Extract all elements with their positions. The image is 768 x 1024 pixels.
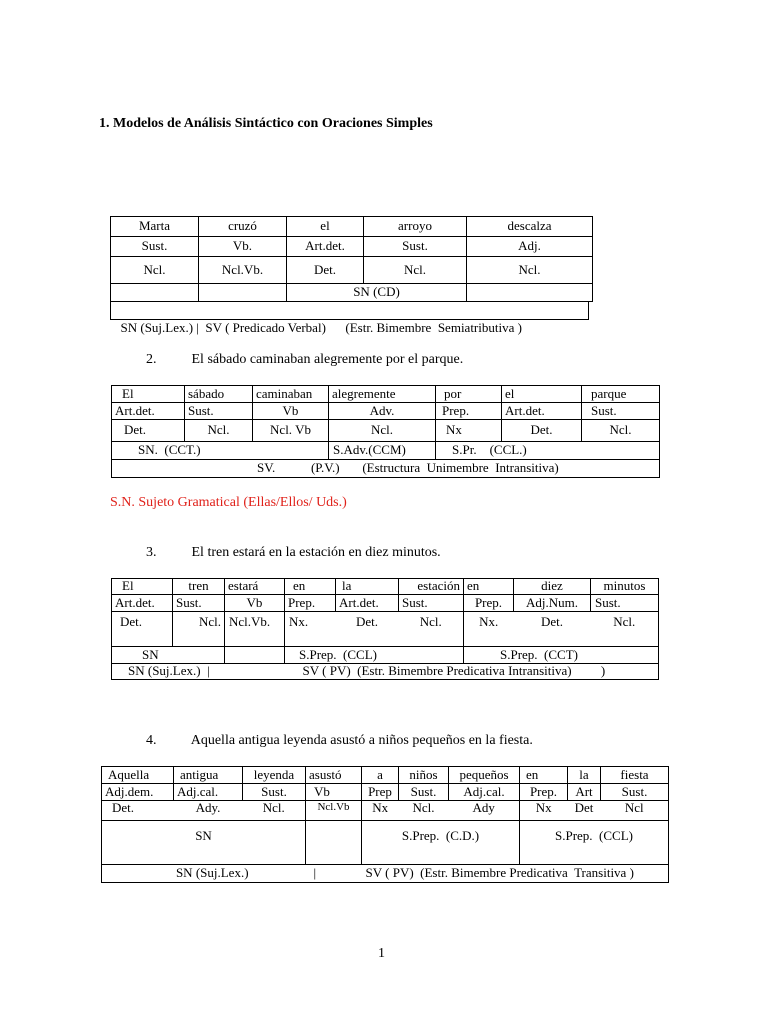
function-cell: Det. — [112, 420, 185, 442]
function-cell: Ncl. — [399, 612, 464, 647]
structure-row — [112, 460, 660, 478]
sentence-title-3: 3. El tren estará en la estación en diez minutos. — [146, 545, 441, 560]
category-cell: Sust. — [243, 784, 306, 801]
function-cell: Ady — [449, 801, 520, 821]
category-cell: Adv. — [329, 403, 436, 420]
page-number: 1 — [378, 946, 385, 961]
word-cell: la — [336, 579, 399, 595]
sentence-title-2: 2. El sábado caminaban alegremente por el parque. — [146, 352, 464, 367]
category-cell: Sust. — [591, 595, 659, 612]
category-cell: Adj.cal. — [174, 784, 243, 801]
function-cell: Nx — [520, 801, 568, 821]
category-cell: Sust. — [399, 595, 464, 612]
function-row — [112, 420, 660, 442]
word-cell: minutos — [591, 579, 659, 595]
word-cell: arroyo — [364, 217, 467, 237]
function-cell: Ncl. — [173, 612, 225, 647]
function-cell: Ncl — [601, 801, 669, 821]
phrase-cell: SN. (CCT.) — [112, 442, 329, 460]
word-cell: leyenda — [243, 767, 306, 784]
words-row — [112, 386, 660, 403]
category-cell: Prep. — [285, 595, 336, 612]
function-cell: Ncl.Vb. — [199, 257, 287, 284]
phrase-cell: SN (CD) — [287, 284, 467, 302]
category-cell: Sust. — [111, 237, 199, 257]
phrase-cell-empty — [225, 647, 285, 664]
function-cell: Nx — [362, 801, 399, 821]
word-cell: caminaban — [253, 386, 329, 403]
structure-row — [102, 865, 669, 883]
category-cell: Vb — [225, 595, 285, 612]
phrase-cell: S.Adv.(CCM) — [329, 442, 436, 460]
word-cell: estación — [399, 579, 464, 595]
function-cell: Nx — [436, 420, 502, 442]
word-cell: niños — [399, 767, 449, 784]
phrase-cell: S.Prep. (CCL) — [285, 647, 464, 664]
category-cell: Vb — [306, 784, 362, 801]
phrase-cell: SN — [112, 647, 225, 664]
word-cell: por — [436, 386, 502, 403]
word-cell: Marta — [111, 217, 199, 237]
word-cell: cruzó — [199, 217, 287, 237]
category-cell: Sust. — [399, 784, 449, 801]
phrase-cell: S.Prep. (CCL) — [520, 821, 669, 865]
function-cell: Det. — [336, 612, 399, 647]
structure-cell: SV ( PV) (Estr. Bimembre Predicativa Transitiva ) — [362, 865, 669, 883]
function-cell: Ncl. — [111, 257, 199, 284]
function-cell: Ncl. — [399, 801, 449, 821]
word-cell: el — [287, 217, 364, 237]
function-cell: Ncl. — [364, 257, 467, 284]
category-cell: Art — [568, 784, 601, 801]
words-row — [112, 579, 659, 595]
function-cell: Det. — [287, 257, 364, 284]
category-cell: Adj.dem. — [102, 784, 174, 801]
function-cell: Ncl. — [329, 420, 436, 442]
category-cell: Art.det. — [336, 595, 399, 612]
word-cell: fiesta — [601, 767, 669, 784]
word-cell: a — [362, 767, 399, 784]
structure-cell: | — [306, 865, 362, 883]
phrase-row — [111, 284, 593, 302]
word-cell: diez — [514, 579, 591, 595]
word-cell: alegremente — [329, 386, 436, 403]
category-cell: Art.det. — [112, 595, 173, 612]
word-cell: sábado — [185, 386, 253, 403]
phrase-cell-empty — [199, 284, 287, 302]
function-row — [112, 612, 659, 647]
structure-text: SN (Suj.Lex.) | SV ( Predicado Verbal) (Estr. Bimembre Semiatributiva ) — [120, 320, 522, 335]
category-cell: Vb — [253, 403, 329, 420]
phrase-row — [112, 647, 659, 664]
function-cell: Ncl.Vb. — [225, 612, 285, 647]
category-row — [112, 403, 660, 420]
word-cell: parque — [582, 386, 660, 403]
category-cell: Prep. — [464, 595, 514, 612]
category-row — [112, 595, 659, 612]
word-cell: El — [112, 579, 173, 595]
subject-note: S.N. Sujeto Gramatical (Ellas/Ellos/ Uds.) — [110, 495, 347, 510]
analysis-table-1 — [110, 216, 593, 302]
analysis-table-2 — [111, 385, 660, 478]
function-cell: Ncl.Vb — [306, 801, 362, 821]
word-cell: el — [502, 386, 582, 403]
category-row — [102, 784, 669, 801]
function-row — [111, 257, 593, 284]
function-cell: Ncl. — [185, 420, 253, 442]
function-cell: Det. — [502, 420, 582, 442]
words-row — [102, 767, 669, 784]
function-cell: Ncl. — [243, 801, 306, 821]
word-cell: asustó — [306, 767, 362, 784]
word-cell: antigua — [174, 767, 243, 784]
category-cell: Sust. — [601, 784, 669, 801]
function-cell: Det. — [514, 612, 591, 647]
category-cell: Art.det. — [112, 403, 185, 420]
category-cell: Prep — [362, 784, 399, 801]
phrase-cell: S.Pr. (CCL.) — [436, 442, 660, 460]
word-cell: Aquella — [102, 767, 174, 784]
word-cell: en — [464, 579, 514, 595]
function-cell: Det. — [112, 612, 173, 647]
category-cell: Sust. — [364, 237, 467, 257]
word-cell: estará — [225, 579, 285, 595]
word-cell: la — [568, 767, 601, 784]
category-cell: Adj.cal. — [449, 784, 520, 801]
structure-row-1 — [110, 301, 589, 335]
structure-cell: SN (Suj.Lex.) | — [112, 664, 285, 680]
word-cell: en — [285, 579, 336, 595]
phrase-cell: SN — [102, 821, 306, 865]
structure-cell: SV ( PV) (Estr. Bimembre Predicativa Intransitiva) ) — [285, 664, 659, 680]
word-cell: descalza — [467, 217, 593, 237]
category-cell: Adj. — [467, 237, 593, 257]
function-cell: Ncl. — [467, 257, 593, 284]
phrase-cell-empty — [306, 821, 362, 865]
phrase-cell-empty — [467, 284, 593, 302]
phrase-cell-empty — [111, 284, 199, 302]
category-cell: Prep. — [436, 403, 502, 420]
section-heading: 1. Modelos de Análisis Sintáctico con Oraciones Simples — [99, 116, 433, 131]
category-cell: Art.det. — [287, 237, 364, 257]
phrase-cell: S.Prep. (CCT) — [464, 647, 659, 664]
words-row — [111, 217, 593, 237]
word-cell: tren — [173, 579, 225, 595]
structure-row — [112, 664, 659, 680]
function-cell: Ady. — [174, 801, 243, 821]
category-cell: Vb. — [199, 237, 287, 257]
category-cell: Sust. — [173, 595, 225, 612]
phrase-cell: S.Prep. (C.D.) — [362, 821, 520, 865]
function-cell: Nx. — [464, 612, 514, 647]
phrase-row — [112, 442, 660, 460]
structure-cell: SN (Suj.Lex.) — [102, 865, 306, 883]
category-cell: Adj.Num. — [514, 595, 591, 612]
function-row — [102, 801, 669, 821]
structure-cell: SV. (P.V.) (Estructura Unimembre Intransitiva) — [112, 460, 660, 478]
function-cell: Det — [568, 801, 601, 821]
function-cell: Det. — [102, 801, 174, 821]
word-cell: pequeños — [449, 767, 520, 784]
category-cell: Sust. — [582, 403, 660, 420]
sentence-title-4: 4. Aquella antigua leyenda asustó a niños pequeños en la fiesta. — [146, 733, 533, 748]
category-cell: Art.det. — [502, 403, 582, 420]
analysis-table-3 — [111, 578, 659, 680]
category-row — [111, 237, 593, 257]
function-cell: Ncl. Vb — [253, 420, 329, 442]
category-cell: Prep. — [520, 784, 568, 801]
function-cell: Ncl. — [591, 612, 659, 647]
word-cell: El — [112, 386, 185, 403]
analysis-table-4 — [101, 766, 669, 883]
function-cell: Nx. — [285, 612, 336, 647]
function-cell: Ncl. — [582, 420, 660, 442]
phrase-row — [102, 821, 669, 865]
category-cell: Sust. — [185, 403, 253, 420]
word-cell: en — [520, 767, 568, 784]
